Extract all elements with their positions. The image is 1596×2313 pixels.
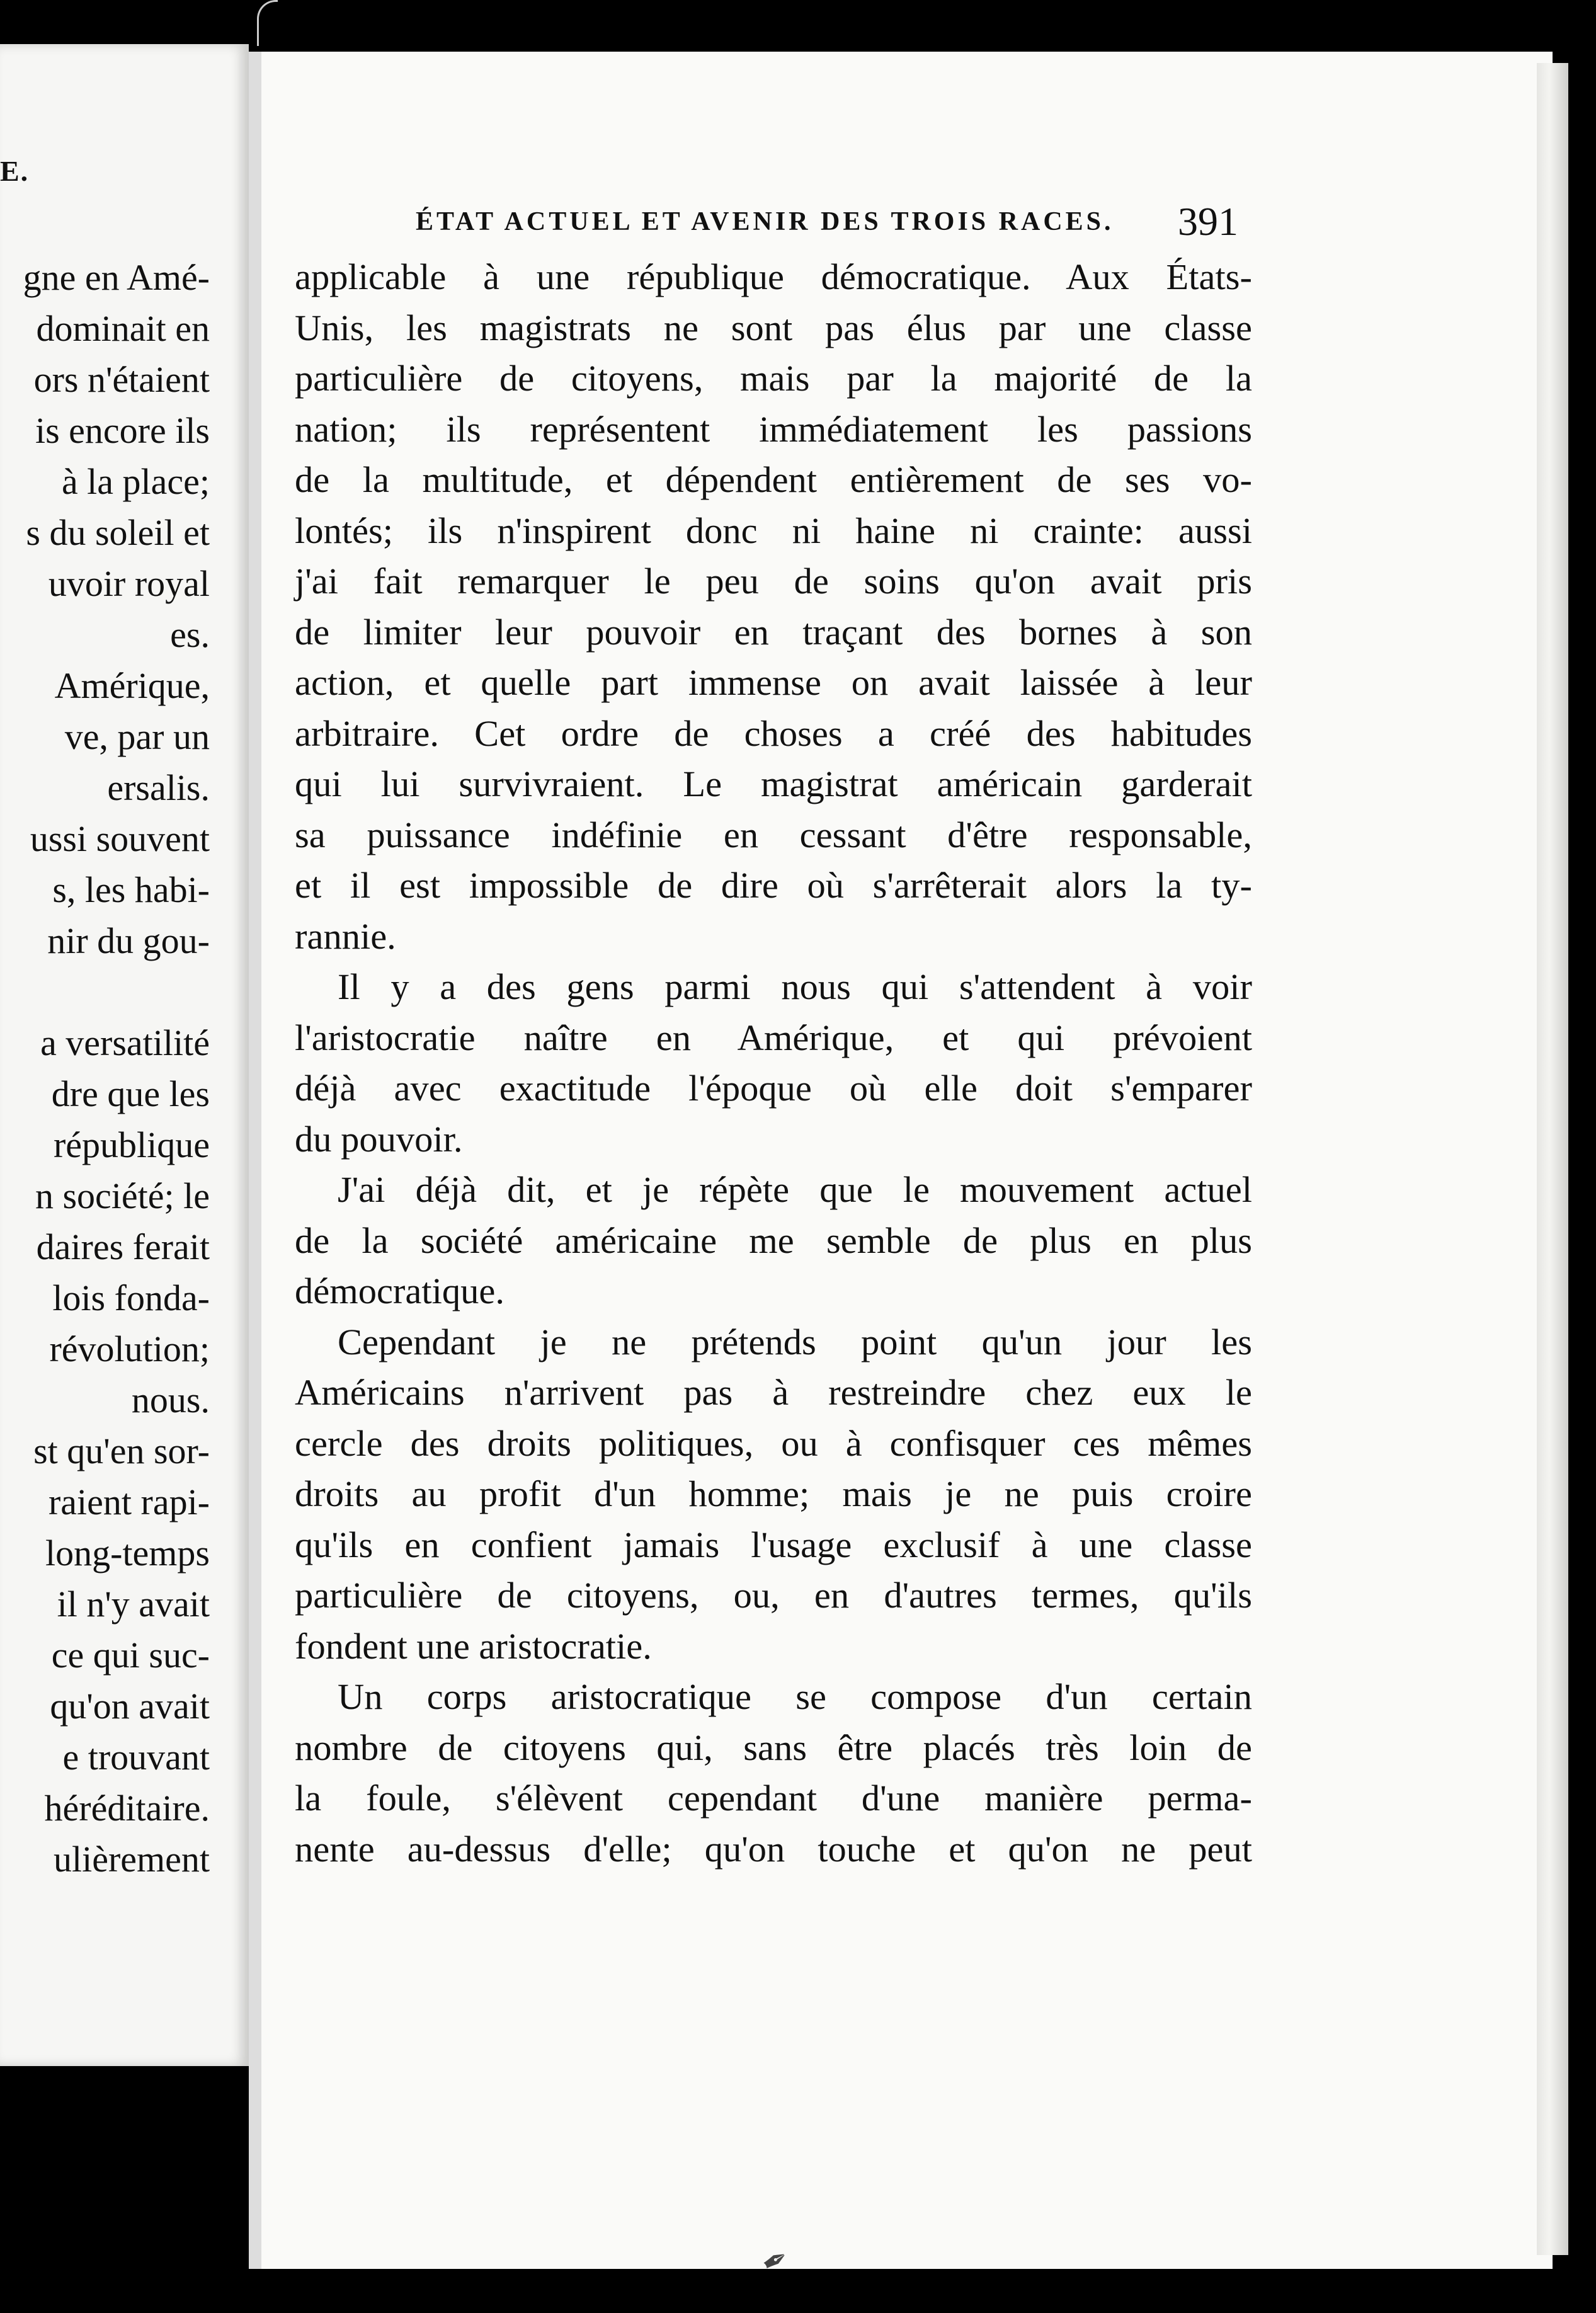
- left-page-line: dominait en: [36, 308, 210, 349]
- left-page-running-head-fragment: E.: [0, 155, 30, 187]
- paragraph-line: la foule, s'élèvent cependant d'une manière perma-: [295, 1778, 1252, 1819]
- paragraph-line: nation; ils représentent immédiatement les passions: [295, 408, 1252, 450]
- paragraph-line: déjà avec exactitude l'époque où elle doit s'emparer: [295, 1068, 1252, 1109]
- left-page-line: république: [53, 1124, 210, 1165]
- left-page-line: long-temps: [45, 1533, 210, 1573]
- left-page-line: s du soleil et: [26, 512, 210, 553]
- paragraph-line: l'aristocratie naître en Amérique, et qui prévoient: [295, 1017, 1252, 1058]
- paragraph-line: applicable à une république démocratique. Aux États-: [295, 256, 1252, 297]
- left-page-line: nir du gou-: [47, 920, 210, 961]
- left-page-line: is encore ils: [35, 410, 210, 451]
- ink-smudge-mark: ✒: [755, 2238, 796, 2283]
- left-page-line: raient rapi-: [48, 1482, 210, 1522]
- left-page-line: [23, 966, 210, 1017]
- left-page-line: a versatilité: [40, 1022, 210, 1063]
- paragraph-line: du pouvoir.: [295, 1118, 463, 1160]
- left-page-line: ors n'étaient: [33, 359, 210, 400]
- left-page-line: héréditaire.: [44, 1788, 210, 1829]
- paragraph-line: Unis, les magistrats ne sont pas élus par une classe: [295, 307, 1252, 348]
- left-page-line: gne en Amé-: [23, 257, 210, 298]
- paragraph-line: arbitraire. Cet ordre de choses a créé des habitudes: [295, 712, 1252, 754]
- left-page-line: n société; le: [35, 1175, 210, 1216]
- left-page-line: révolution;: [49, 1328, 210, 1369]
- left-page-line: il n'y avait: [57, 1584, 210, 1625]
- paragraph-line: action, et quelle part immense on avait laissée à leur: [295, 662, 1252, 703]
- left-page-line: daires ferait: [36, 1226, 210, 1267]
- paragraph-line: de la multitude, et dépendent entièrement de ses vo-: [295, 459, 1252, 500]
- page-number: 391: [1178, 199, 1238, 244]
- left-page-line: qu'on avait: [50, 1686, 210, 1727]
- paragraph-line: Cependant je ne prétends point qu'un jour les: [338, 1321, 1252, 1362]
- paragraph-line: J'ai déjà dit, et je répète que le mouvement actuel: [338, 1169, 1252, 1210]
- paragraph-line: j'ai fait remarquer le peu de soins qu'on avait pris: [295, 561, 1252, 602]
- left-page-line: uvoir royal: [48, 563, 210, 604]
- left-page-line: ulièrement: [53, 1839, 210, 1880]
- paragraph-line: particulière de citoyens, mais par la majorité de la: [295, 358, 1252, 399]
- left-page-line: nous.: [131, 1379, 210, 1420]
- left-page-line: Amérique,: [54, 665, 210, 706]
- left-page-line: lois fonda-: [52, 1277, 210, 1318]
- paragraph-line: Un corps aristocratique se compose d'un certain: [338, 1676, 1252, 1717]
- paragraph-line: Il y a des gens parmi nous qui s'attendent à voir: [338, 966, 1252, 1007]
- paragraph-line: qui lui survivraient. Le magistrat américain garderait: [295, 763, 1252, 804]
- paragraph-line: sa puissance indéfinie en cessant d'être responsable,: [295, 814, 1252, 855]
- paragraph-line: cercle des droits politiques, ou à confisquer ces mêmes: [295, 1422, 1252, 1464]
- paragraph-line: de limiter leur pouvoir en traçant des bornes à son: [295, 611, 1252, 653]
- paragraph-line: et il est impossible de dire où s'arrêterait alors la ty-: [295, 865, 1252, 906]
- paragraph-line: rannie.: [295, 915, 396, 957]
- paragraph-line: nente au-dessus d'elle; qu'on touche et qu'on ne peut: [295, 1828, 1252, 1870]
- paragraph-line: de la société américaine me semble de plus en plus: [295, 1219, 1252, 1261]
- left-facing-page: [0, 44, 249, 2066]
- paragraph-line: fondent une aristocratie.: [295, 1625, 652, 1667]
- left-page-line: st qu'en sor-: [33, 1431, 210, 1471]
- left-page-line: s, les habi-: [52, 869, 210, 910]
- paragraph-line: particulière de citoyens, ou, en d'autres termes, qu'ils: [295, 1575, 1252, 1616]
- left-page-line: ussi souvent: [30, 818, 210, 859]
- paragraph-line: démocratique.: [295, 1271, 504, 1311]
- left-page-text-column: [23, 252, 210, 1885]
- body-text-column: [295, 252, 1252, 1875]
- paragraph-line: droits au profit d'un homme; mais je ne puis croire: [295, 1473, 1252, 1514]
- paragraph-line: Américains n'arrivent pas à restreindre chez eux le: [295, 1372, 1252, 1413]
- left-page-line: e trouvant: [62, 1737, 210, 1778]
- left-page-line: ve, par un: [64, 716, 210, 757]
- left-page-line: ce qui suc-: [51, 1635, 210, 1676]
- paragraph-line: lontés; ils n'inspirent donc ni haine ni crainte: aussi: [295, 510, 1252, 551]
- running-head: ÉTAT ACTUEL ET AVENIR DES TROIS RACES.: [416, 207, 1114, 236]
- left-page-line: es.: [170, 614, 210, 655]
- left-page-line: ersalis.: [107, 767, 210, 808]
- left-page-line: dre que les: [51, 1073, 210, 1114]
- paragraph-line: nombre de citoyens qui, sans être placés très loin de: [295, 1727, 1252, 1768]
- left-page-line: à la place;: [61, 461, 210, 502]
- page-stack-edge: [1537, 63, 1568, 2255]
- paragraph-line: qu'ils en confient jamais l'usage exclusif à une classe: [295, 1524, 1252, 1565]
